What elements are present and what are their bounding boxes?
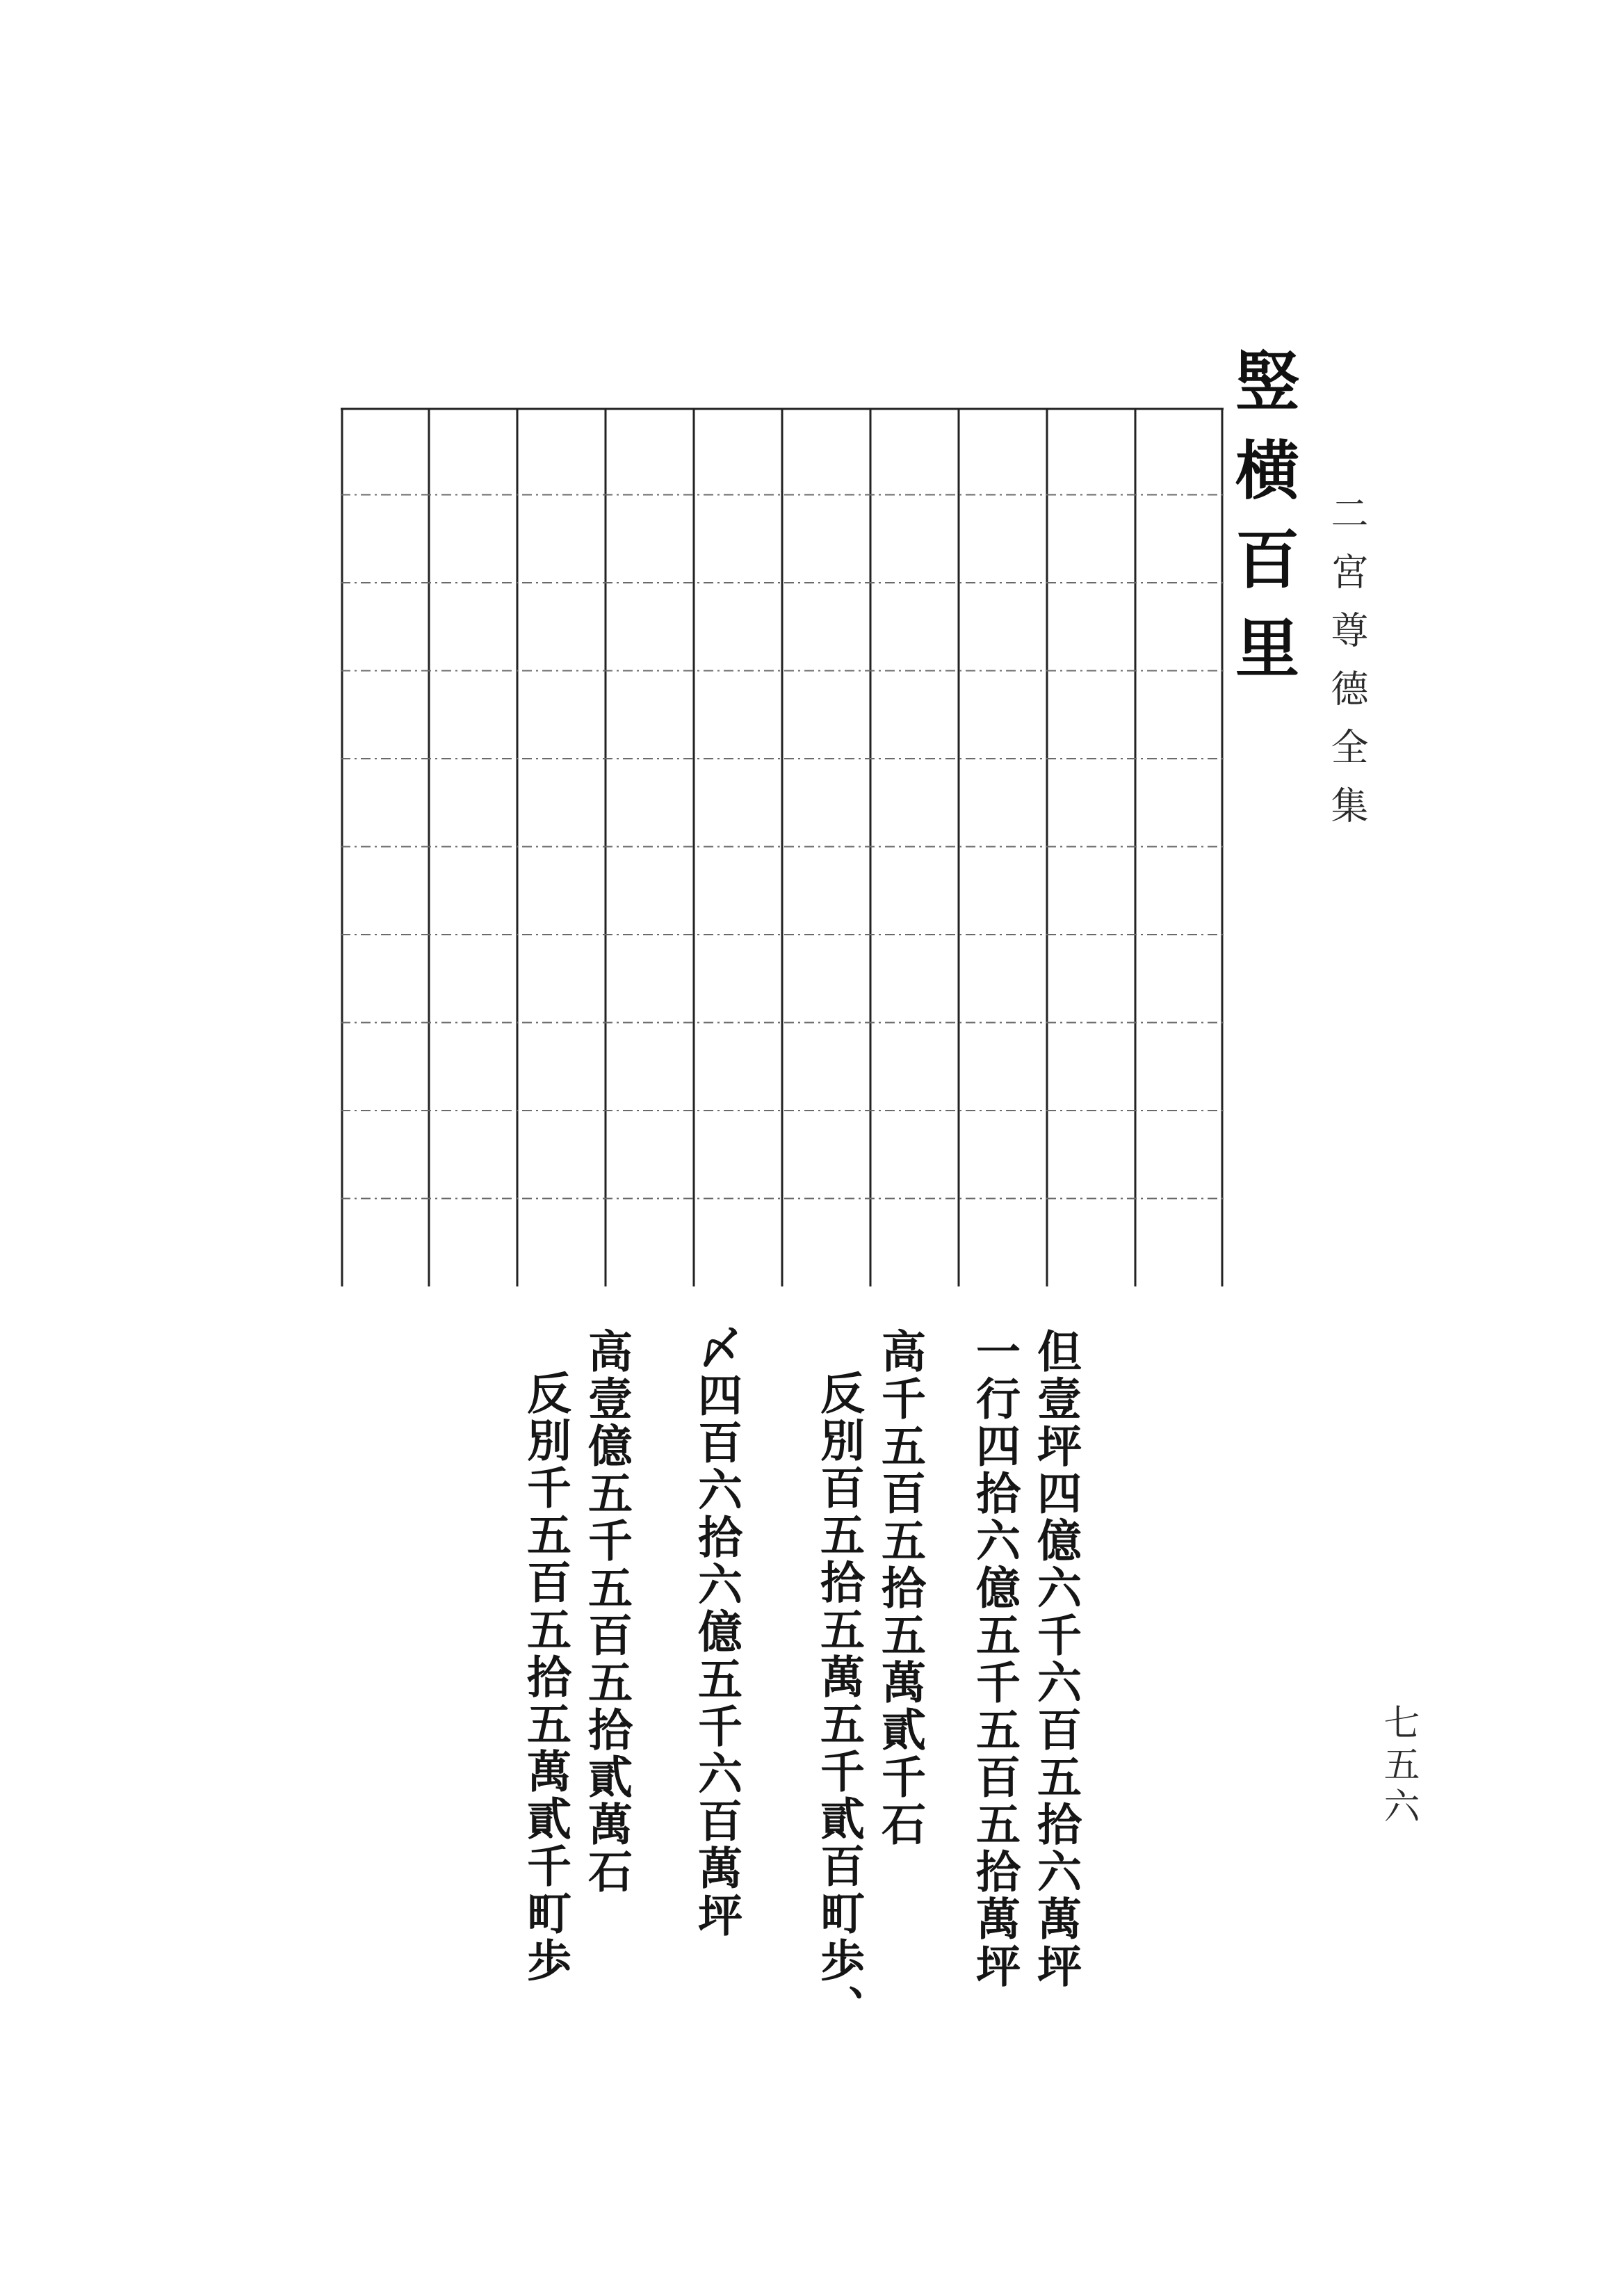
book-title: 二宮尊德全集	[1325, 494, 1369, 844]
body-line-2: 一行四拾六億五千五百五拾萬坪	[968, 1328, 1021, 1990]
body-line-3: 高千五百五拾五萬貳千石	[874, 1328, 926, 1848]
body-line-1: 但壹坪四億六千六百五拾六萬坪	[1030, 1328, 1082, 1990]
page-number: 七五六	[1377, 1704, 1419, 1829]
body-line-6: 高壹億五千五百五拾貳萬石	[580, 1328, 633, 1896]
grid-figure	[341, 407, 1224, 1286]
body-line-7: 反別千五百五拾五萬貳千町歩	[519, 1370, 571, 1985]
section-title: 竪横百里	[1225, 348, 1300, 704]
body-line-5: 〆四百六拾六億五千六百萬坪	[690, 1325, 742, 1939]
body-line-4: 反別百五拾五萬五千貳百町歩、	[813, 1370, 865, 2032]
